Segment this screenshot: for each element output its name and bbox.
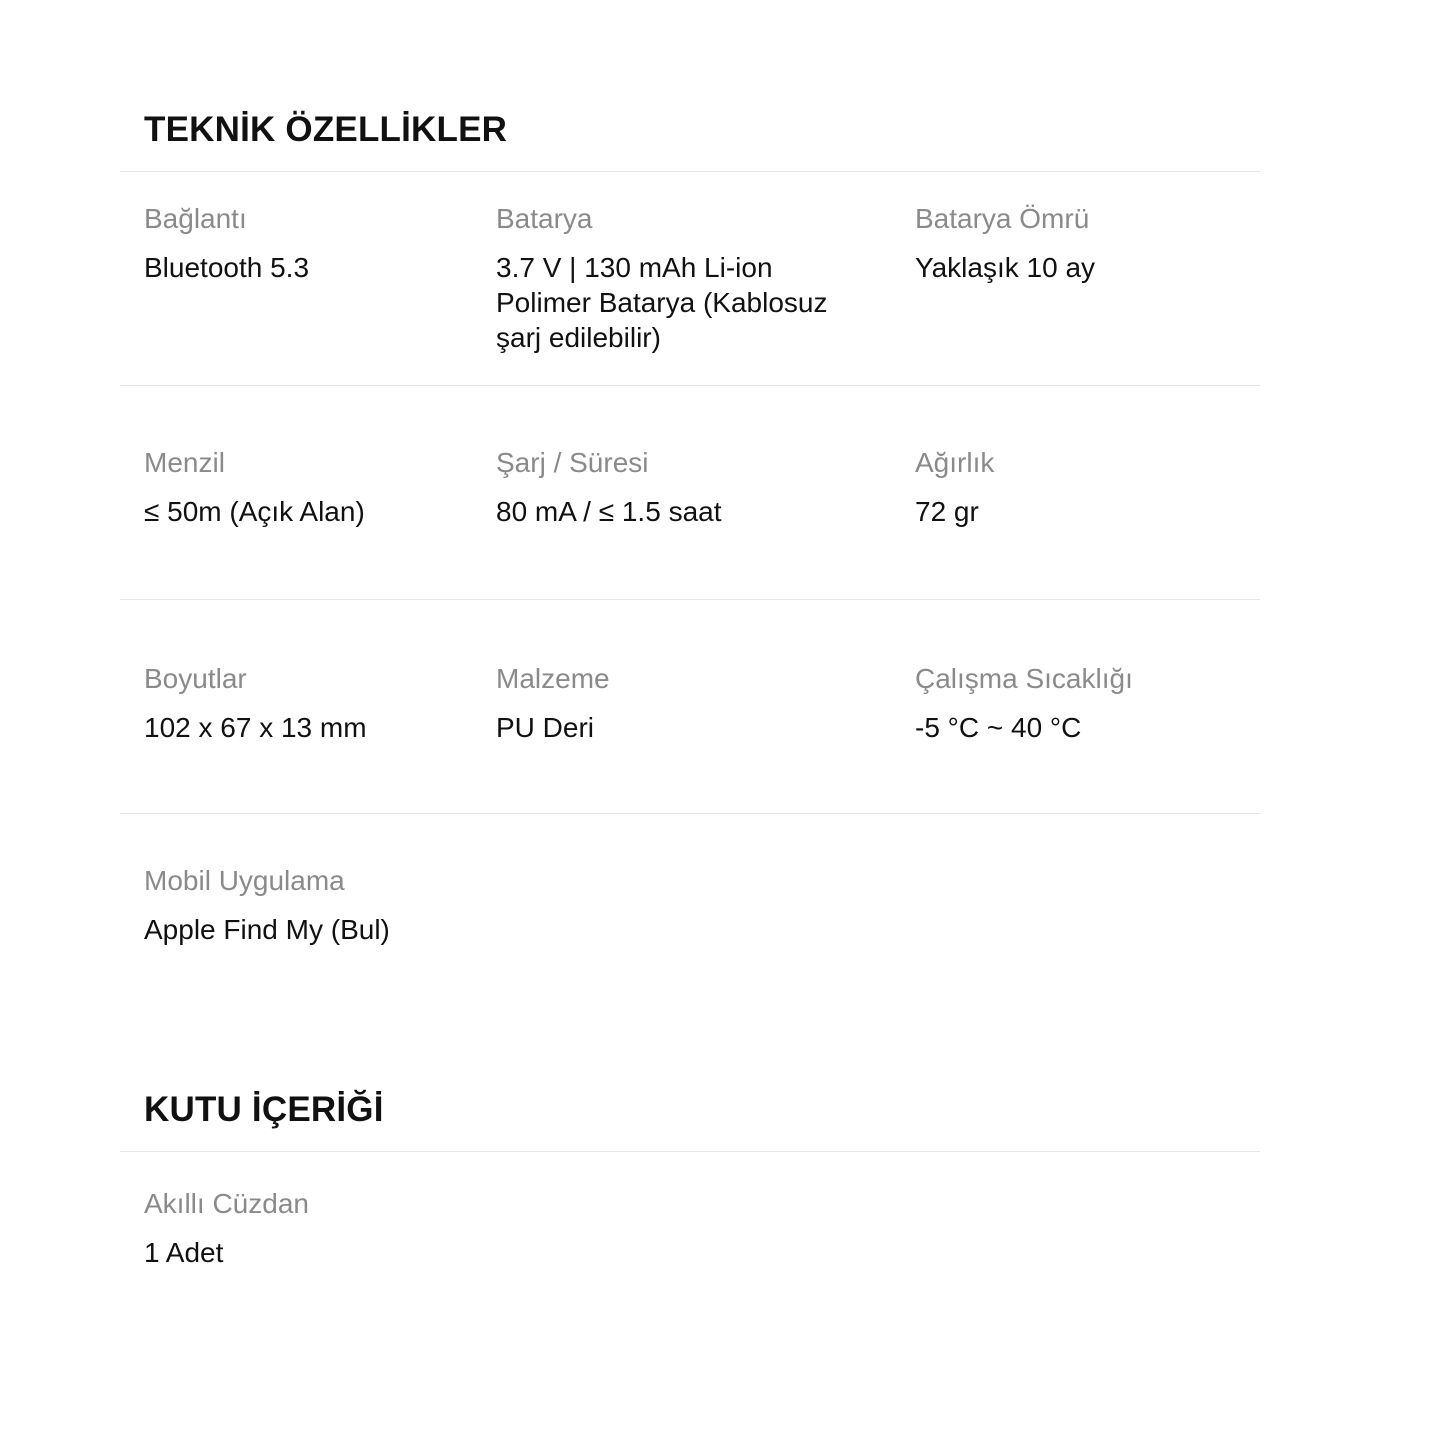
spec-battery-life [915,202,1255,285]
spec-weight [915,446,1255,529]
spec-value: 3.7 V | 130 mAh Li-ion Polimer Batarya (Kablosuz şarj edilebilir) [496,252,828,353]
spec-label: Bağlantı [144,203,247,234]
row-divider [120,385,1260,386]
spec-connection [144,202,474,285]
spec-label: Boyutlar [144,663,247,694]
box-title-divider [120,1151,1260,1152]
spec-mobile-app [144,864,544,947]
specs-title: TEKNİK ÖZELLİKLER [144,110,508,149]
spec-operating-temperature [915,662,1255,745]
box-contents-title: KUTU İÇERİĞİ [144,1090,384,1129]
spec-label: Şarj / Süresi [496,447,649,478]
specs-title-divider [120,171,1260,172]
spec-label: Malzeme [496,663,610,694]
spec-battery [496,202,866,355]
box-item-label: Akıllı Cüzdan [144,1188,309,1219]
spec-label: Ağırlık [915,447,995,478]
spec-value: Apple Find My (Bul) [144,914,390,945]
spec-label: Menzil [144,447,225,478]
spec-label: Batarya Ömrü [915,203,1090,234]
box-item-value: 1 Adet [144,1237,224,1268]
box-item-smart-wallet [144,1187,474,1270]
spec-value: -5 °C ~ 40 °C [915,712,1082,743]
spec-dimensions [144,662,474,745]
spec-label: Çalışma Sıcaklığı [915,663,1133,694]
spec-value: 80 mA / ≤ 1.5 saat [496,496,722,527]
row-divider [120,599,1260,600]
spec-value: ≤ 50m (Açık Alan) [144,496,365,527]
row-divider [120,813,1260,814]
spec-value: PU Deri [496,712,595,743]
spec-material [496,662,866,745]
spec-charging [496,446,866,529]
spec-range [144,446,474,529]
spec-value: 102 x 67 x 13 mm [144,712,367,743]
spec-value: 72 gr [915,496,979,527]
spec-value: Bluetooth 5.3 [144,252,310,283]
spec-label: Batarya [496,203,593,234]
spec-label: Mobil Uygulama [144,865,345,896]
spec-value: Yaklaşık 10 ay [915,252,1096,283]
